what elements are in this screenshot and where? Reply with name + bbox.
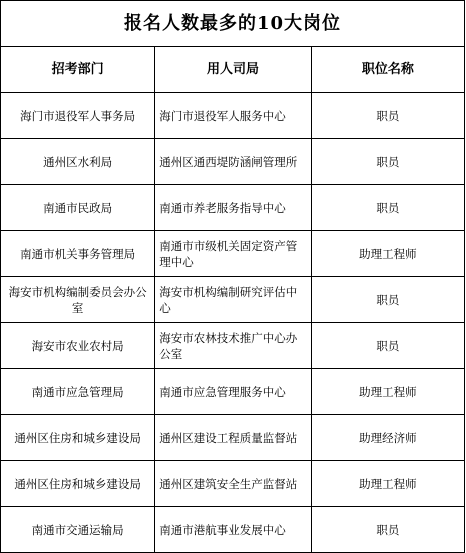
table-row [1, 231, 465, 277]
table-row [1, 461, 465, 507]
cell-position: 职员 [311, 93, 464, 139]
cell-bureau: 通州区通西堤防涵闸管理所 [155, 139, 311, 185]
table-title: 报名人数最多的10大岗位 [1, 1, 465, 47]
cell-position: 助理工程师 [311, 369, 464, 415]
cell-position: 职员 [311, 185, 464, 231]
table-row [1, 185, 465, 231]
cell-dept: 通州区住房和城乡建设局 [1, 415, 155, 461]
header-position: 职位名称 [311, 47, 464, 93]
cell-bureau: 通州区建筑安全生产监督站 [155, 461, 311, 507]
cell-bureau: 南通市港航事业发展中心 [155, 507, 311, 553]
cell-position: 助理经济师 [311, 415, 464, 461]
cell-bureau: 海门市退役军人服务中心 [155, 93, 311, 139]
cell-bureau: 南通市应急管理服务中心 [155, 369, 311, 415]
table-row [1, 93, 465, 139]
table-row [1, 139, 465, 185]
cell-position: 职员 [311, 139, 464, 185]
cell-bureau: 南通市养老服务指导中心 [155, 185, 311, 231]
cell-dept: 海安市农业农村局 [1, 323, 155, 369]
cell-dept: 南通市交通运输局 [1, 507, 155, 553]
cell-dept: 南通市民政局 [1, 185, 155, 231]
table-row [1, 507, 465, 553]
table-row [1, 277, 465, 323]
table-row [1, 415, 465, 461]
cell-dept: 通州区水利局 [1, 139, 155, 185]
header-bureau: 用人司局 [155, 47, 311, 93]
cell-dept: 海门市退役军人事务局 [1, 93, 155, 139]
cell-position: 助理工程师 [311, 461, 464, 507]
table-row [1, 369, 465, 415]
header-row [1, 47, 465, 93]
cell-bureau: 南通市市级机关固定资产管理中心 [155, 231, 311, 277]
table-row [1, 323, 465, 369]
cell-bureau: 海安市农林技术推广中心办公室 [155, 323, 311, 369]
cell-position: 助理工程师 [311, 231, 464, 277]
cell-position: 职员 [311, 507, 464, 553]
cell-bureau: 通州区建设工程质量监督站 [155, 415, 311, 461]
cell-position: 职员 [311, 323, 464, 369]
cell-dept: 海安市机构编制委员会办公室 [1, 277, 155, 323]
cell-position: 职员 [311, 277, 464, 323]
cell-dept: 南通市应急管理局 [1, 369, 155, 415]
header-dept: 招考部门 [1, 47, 155, 93]
cell-dept: 南通市机关事务管理局 [1, 231, 155, 277]
cell-bureau: 海安市机构编制研究评估中心 [155, 277, 311, 323]
cell-dept: 通州区住房和城乡建设局 [1, 461, 155, 507]
